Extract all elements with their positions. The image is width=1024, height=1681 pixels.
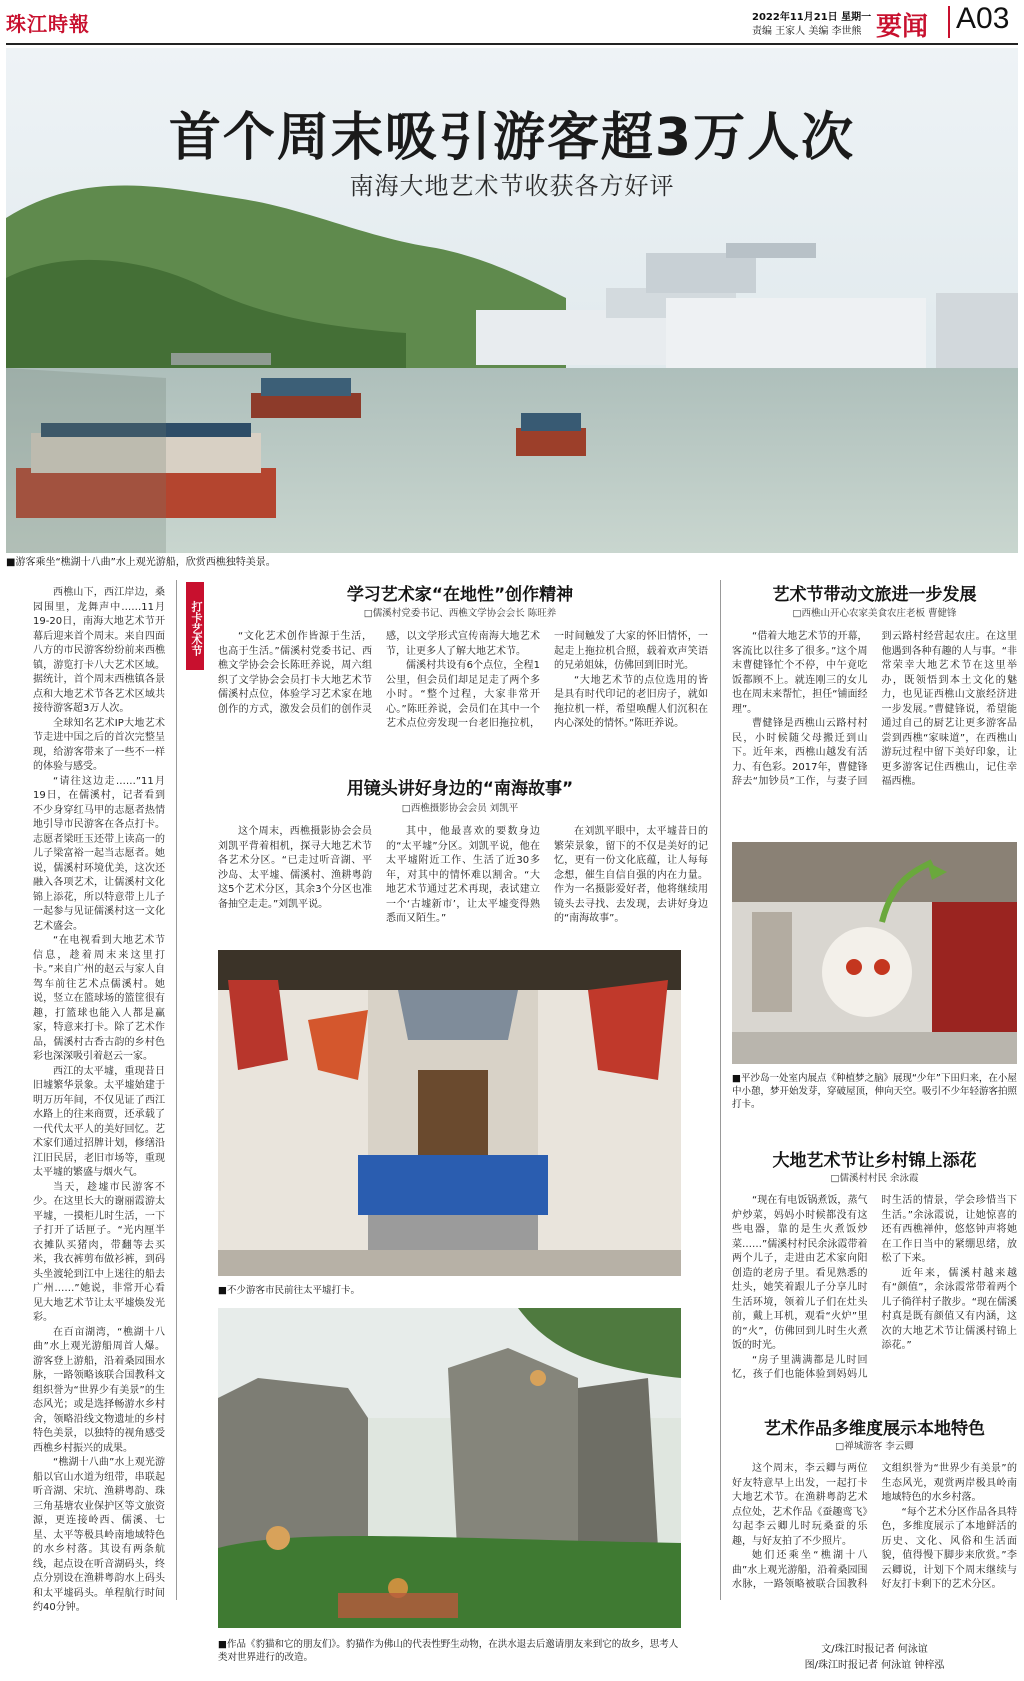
photographer-credit: 图/珠江时报记者 何泳谊 钟梓泓 bbox=[804, 1660, 945, 1671]
article-byline-artworks: □禅城游客 李云卿 bbox=[835, 1441, 914, 1452]
article-body-tourism bbox=[732, 630, 1017, 816]
lead-paragraph: “请往这边走……”11月19日，在儒溪村，记者看到不少身穿红马甲的志愿者热情地引导市民游客在各点打卡。志愿者梁旺玉还带上读高一的儿子梁富裕一起当志愿者。她说，儒溪村环境优美，这次还融入各项艺术，让儒溪村文化锦上添花，所以特意带上儿子一起参与见证儒溪村这一文化艺术盛会。 bbox=[33, 775, 165, 932]
article-byline-lens: □西樵摄影协会会员 刘凯平 bbox=[401, 803, 519, 814]
lead-paragraph: “在电视看到大地艺术节信息，趁着周末来这里打卡。”来自广州的赵云与家人自驾车前往艺术点儒溪村。她说，竖立在篮球场的篮筐很有趣，打篮球也能入人都是赢家，特意来打卡。除了艺术作品，儒溪村古香古韵的乡村色彩也深深吸引着赵云一家。 bbox=[33, 935, 165, 1062]
article-paragraph: 她们还乘坐“樵湖十八曲”水上观光游船，沿着桑园围水脉，一路领略被联合国教科文组织誉为“世界少有美景”的生态风光，观赏两岸极具岭南地域特色的水乡村落。 bbox=[732, 1463, 1017, 1590]
photo-caption-taiping: ■不少游客市民前往太平墟打卡。 bbox=[218, 1285, 360, 1296]
photo-leopard-cat-artwork bbox=[218, 1308, 681, 1628]
article-paragraph: “大地艺术节的点位选用的皆是具有时代印记的老旧房子，就如拖拉机一样，希望唤醒人们沉积在内心深处的情怀。”陈旺养说。 bbox=[554, 674, 708, 729]
article-paragraph: 曹健锋是西樵山云路村村民，小时候随父母搬迁到山下。近年来，西樵山越发有活力、有色彩。2017年，曹健锋辞去“加钞员”工作，与妻子回到云路村经营起农庄。在这里他遇到各种有趣的人与事。“非常荣幸大地艺术节在这里举办，既领悟到本土文化的魅力，也见证西樵山文旅经济进一步发展。”曹健锋说，希望能通过自己的厨艺让更多游客品尝到西樵“家味道”，在西樵山游玩过程中留下美好印象，让更多游客记住西樵山，记住幸福西樵。 bbox=[732, 631, 1017, 787]
article-paragraph: 儒溪村共设有6个点位，全程1公里，但会员们却足足走了两个多小时。“整个过程，大家非常开心。”陈旺养说，会员们在其中一个艺术点位旁发现一台老旧拖拉机，一时间触发了大家的怀旧情怀，一起走上拖拉机合照，载着欢声笑语的兄弟姐妹，仿佛回到旧时光。 bbox=[386, 631, 708, 729]
article-paragraph: 这个周末，李云卿与两位好友特意早上出发，一起打卡大地艺术节。在渔耕粤韵艺术点位处，艺术作品《蚕趣鸾飞》勾起李云卿儿时玩桑蚕的乐趣，与好友拍了不少照片。 bbox=[732, 1463, 868, 1547]
article-paragraph: “现在有电饭锅煮饭，蒸气炉炒菜，妈妈小时候都没有这些电器，靠的是生火煮饭炒菜……”儒溪村村民余泳霞带着两个儿子，走进由艺术家向阳创造的老房子里。看见熟悉的灶头，她笑着跟儿子分享儿时生活环境，领着儿子们在灶头前，戴上耳机，观看“火炉”里的“火”，仿佛回到儿时生火煮饭的时光。 bbox=[732, 1195, 868, 1351]
photo-taiping-market bbox=[218, 950, 681, 1276]
article-byline-study: □儒溪村党委书记、西樵文学协会会长 陈旺养 bbox=[363, 608, 557, 619]
page-number: A03 bbox=[956, 2, 1010, 35]
article-paragraph: 近年来，儒溪村越来越有“颜值”，余泳霞常带着两个儿子徜徉村子散步。“现在儒溪村真是既有颜值又有内涵，这次的大地艺术节让儒溪村锦上添花。” bbox=[881, 1267, 1017, 1351]
article-paragraph: “借着大地艺术节的开幕，客流比以往多了很多。”这个周末曹健锋忙个不停，中午竟吃饭都顾不上。就连刚三的女儿也在周末来帮忙，担任“铺面经理”。 bbox=[732, 631, 868, 715]
top-rule bbox=[6, 43, 1018, 45]
sub-headline: 南海大地艺术节收获各方好评 bbox=[349, 172, 675, 200]
photo-caption-leopard-cat: ■作品《豹猫和它的朋友们》。豹猫作为佛山的代表性野生动物，在洪水退去后邀请朋友来到它的故乡，思考人类对世界进行的改造。 bbox=[218, 1639, 679, 1663]
header-divider bbox=[948, 6, 950, 38]
section-name: 要闻 bbox=[876, 12, 929, 42]
article-body-artworks bbox=[732, 1462, 1017, 1612]
article-paragraph: 这个周末，西樵摄影协会会员刘凯平背着相机，探寻大地艺术节各艺术分区。“已走过听音湖、平沙岛、太平墟、儒溪村、渔耕粤韵这5个艺术分区，其余3个分区也准备抽空走走。”刘凯平说。 bbox=[218, 826, 372, 910]
tour-boat-mid bbox=[251, 378, 361, 418]
article-paragraph: 在刘凯平眼中，太平墟昔日的繁荣景象，留下的不仅是美好的记忆，更有一份文化底蕴，让人每每念想，催生自信自强的内在力量。作为一名摄影爱好者，他将继续用镜头去寻找、去发现，去讲好身边的“南海故事”。 bbox=[554, 826, 708, 924]
article-paragraph: “房子里满满都是儿时回忆，孩子们也能体验到妈妈儿时生活的情景，学会珍惜当下生活。”余泳霞说，让她惊喜的还有西樵禅仲，悠悠钟声将她在工作日当中的紧绷思绪，放松了下来。 bbox=[732, 1195, 1017, 1380]
article-byline-village: □儒溪村村民 余泳霞 bbox=[830, 1173, 919, 1184]
lead-paragraph: 在百亩湖湾，“樵湖十八曲”水上观光游船周首人爆。游客登上游船，沿着桑园围水脉，一路领略该联合国教科文组织誉为“世界少有美景”的生态风光；或是选择畅游水乡村舍，领略沿线文物遗址的乡村特色美景，以独特的视角感受西樵乡村振兴的成果。 bbox=[33, 1326, 165, 1454]
lead-paragraph: 当天，趁墟市民游客不少。在这里长大的谢丽霞游太平墟，一摸柜儿时生活，一下子打开了话匣子。“光内厘半衣摊队买猪肉，带翻等去买米，我衣裤剪布做衫裤，到码头坐渡轮到江中上迷往的船去广州……”她说，非常开心看见大地艺术节让太平墟焕发光彩。 bbox=[33, 1181, 165, 1323]
lead-paragraph: “樵湖十八曲”水上观光游船以官山水道为纽带，串联起听音湖、宋坑、渔耕粤韵、珠三角基塘农业保护区等文旅资源，更连接岭西、儒溪、七星、太平等极具岭南地域特色的水乡村落。其设有两条航线，起点设在听音湖码头，终点分别设在渔耕粤韵水上码头和太平墟码头。单程航行时间约40分钟。 bbox=[33, 1457, 165, 1613]
article-title-artworks: 艺术作品多维度展示本地特色 bbox=[764, 1419, 985, 1439]
main-headline: 首个周末吸引游客超3万人次 bbox=[168, 108, 856, 168]
article-title-village: 大地艺术节让乡村锦上添花 bbox=[772, 1151, 977, 1171]
column-divider bbox=[176, 580, 177, 1600]
article-title-tourism: 艺术节带动文旅进一步发展 bbox=[772, 585, 977, 605]
side-tag: 打卡艺术节 bbox=[186, 582, 204, 670]
hero-photo-caption: ■游客乘坐“樵湖十八曲”水上观光游船，欣赏西樵独特美景。 bbox=[6, 557, 276, 568]
article-title-study: 学习艺术家“在地性”创作精神 bbox=[346, 585, 574, 605]
editor-line: 责编 王家人 美编 李世熊 bbox=[752, 26, 862, 37]
column-divider bbox=[720, 580, 721, 1600]
issue-date: 2022年11月21日 星期一 bbox=[752, 12, 872, 23]
tour-boat-small bbox=[516, 413, 586, 456]
lead-article-body bbox=[33, 586, 165, 1613]
article-paragraph: 其中，他最喜欢的要数身边的“太平墟”分区。刘凯平说，他在太平墟附近工作、生活了近30多年，对其中的情怀难以割舍。“大地艺术节通过艺术再现，表试建立一个‘古墟新市’，让太平墟变得熟悉而又陌生。” bbox=[386, 826, 540, 924]
newspaper-logo: 珠江時報 bbox=[6, 12, 90, 36]
article-body-lens bbox=[218, 825, 708, 947]
article-body-study bbox=[218, 630, 708, 752]
photo-dream-brain-artwork bbox=[732, 842, 1017, 1064]
lead-paragraph: 全球知名艺术IP大地艺术节走进中国之后的首次完整呈现，给游客带来了一些不一样的体验与感受。 bbox=[33, 717, 165, 772]
article-paragraph: “文化艺术创作皆源于生活，也高于生活。”儒溪村党委书记、西樵文学协会会长陈旺养说，周六组织了文学协会会员打卡大地艺术节儒溪村点位，体验学习艺术家在地创作的方式，激发会员们的创作灵感，以文学形式宣传南海大地艺术节，让更多人了解大地艺术节。 bbox=[218, 631, 540, 715]
reporter-credit: 文/珠江时报记者 何泳谊 bbox=[821, 1644, 928, 1655]
lead-paragraph: 西樵山下，西江岸边，桑园围里，龙舞声中……11月19-20日，南海大地艺术节开幕后迎来首个周末。来自四面八方的市民游客纷纷前来西樵镇，游览打卡八大艺术区域。据统计，首个周末西樵镇各景点和大地艺术节各艺术区域共接待游客超3万人次。 bbox=[33, 587, 165, 714]
article-body-village bbox=[732, 1194, 1017, 1394]
photo-caption-dream-brain: ■平沙岛一处室内展点《种植梦之脑》展现“少年”下田归来，在小屋中小憩，梦开始发芽，穿破屋顶，伸向天空。吸引不少年轻游客拍照打卡。 bbox=[732, 1073, 1018, 1110]
article-byline-tourism: □西樵山开心农家美食农庄老板 曹健锋 bbox=[792, 608, 957, 619]
article-title-lens: 用镜头讲好身边的“南海故事” bbox=[346, 779, 574, 799]
lead-paragraph: 西江的太平墟，重现昔日旧墟繁华景象。太平墟始建于明万历年间，不仅见证了西江水路上的往来商贾，还承载了一代代太平人的美好回忆。艺术家们通过招牌计划，修缮沿江旧民居，老旧市场等，重现太平墟的繁盛与烟火气。 bbox=[33, 1065, 165, 1178]
article-paragraph: “每个艺术分区作品各具特色，多维度展示了本地鲜活的历史、文化、风俗和生活面貌，值得慢下脚步来欣赏。”李云卿说，计划下个周末继续与好友打卡剩下的艺术分区。 bbox=[881, 1506, 1017, 1590]
